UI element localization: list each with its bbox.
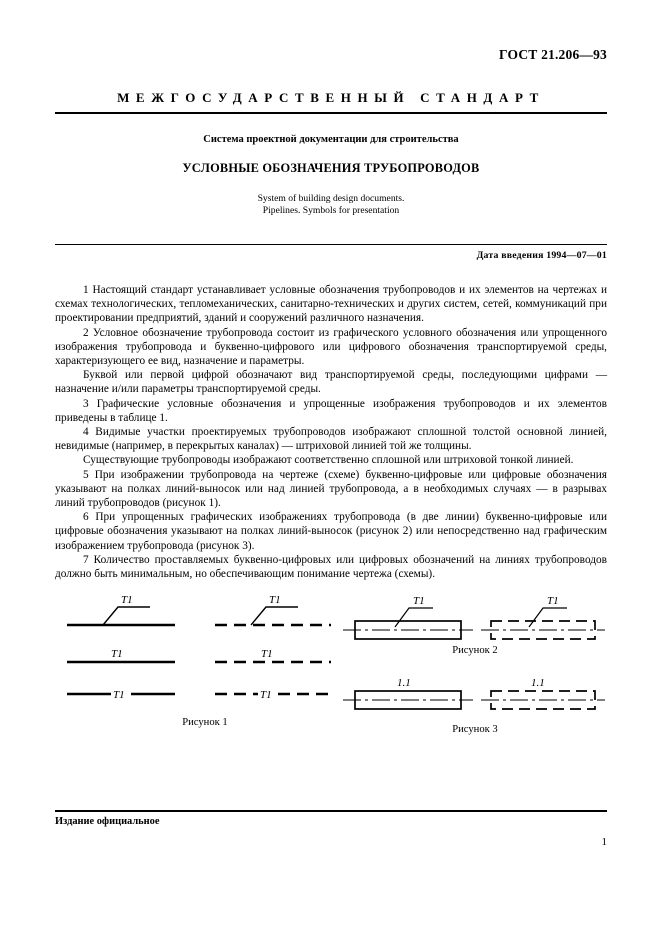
figure-1-label-6: T1 bbox=[260, 689, 272, 701]
footer-divider bbox=[55, 810, 607, 812]
figure-2-label-1: T1 bbox=[413, 595, 425, 607]
figures-area bbox=[55, 583, 607, 743]
introduction-date: Дата введения 1994—07—01 bbox=[476, 249, 607, 261]
page-number: 1 bbox=[601, 836, 607, 848]
figure-1-label-5: T1 bbox=[113, 689, 125, 701]
paragraph: 1 Настоящий стандарт устанавливает условные обозначения трубопроводов и их элементов на чертежах и схемах технологических, тепломеханических, санитарно-технических и других систем, сетей, коммуникаций при проектировании предприятий, зданий и сооружений различного назначения. bbox=[55, 283, 607, 325]
paragraph: 3 Графические условные обозначения и упрощенные изображения трубопроводов и их элементов приведены в таблице 1. bbox=[55, 397, 607, 424]
body-text bbox=[55, 283, 607, 581]
english-title-line-1: System of building design documents. bbox=[257, 193, 405, 204]
leader-line bbox=[103, 607, 150, 625]
header-divider-thin bbox=[55, 244, 607, 245]
figure-1-drawing bbox=[55, 583, 345, 718]
figure-2-label-2: T1 bbox=[547, 595, 559, 607]
paragraph: Буквой или первой цифрой обозначают вид транспортируемой среды, последующими цифрами — назначение и/или параметры транспортируемой среды. bbox=[55, 369, 607, 396]
system-subtitle: Система проектной документации для строительства bbox=[203, 134, 459, 145]
page-content bbox=[55, 0, 607, 581]
figure-3-drawing bbox=[333, 675, 613, 727]
figure-2-caption: Рисунок 2 bbox=[452, 645, 498, 656]
paragraph: 4 Видимые участки проектируемых трубопроводов изображают сплошной толстой основной линией, невидимые (например, в перекрытых каналах) — штриховой линией той же толщины. bbox=[55, 425, 607, 453]
figure-1-label-3: T1 bbox=[111, 648, 123, 660]
header-divider-thick bbox=[55, 112, 607, 114]
document-code: ГОСТ 21.206—93 bbox=[499, 47, 607, 62]
figure-3-label-2: 1.1 bbox=[531, 677, 545, 689]
english-title bbox=[55, 193, 607, 218]
paragraph: 5 При изображении трубопровода на чертеже (схеме) буквенно-цифровые или цифровые обозначения указывают на полках линий-выносок или над линией трубопровода, а в необходимых случаях — в разрывах линий трубопроводов (рисунок 1). bbox=[55, 468, 607, 509]
figure-1-label-1: T1 bbox=[121, 594, 133, 606]
figure-1-label-2: T1 bbox=[269, 594, 281, 606]
paragraph: 6 При упрощенных графических изображениях трубопровода (в две линии) буквенно-цифровые или цифровые обозначения указывают на полках линий-выносок (рисунок 2) или непосредственно над графическим изображением трубопровода (рисунок 3). bbox=[55, 511, 607, 552]
paragraph: 7 Количество проставляемых буквенно-цифровых или цифровых обозначений на линиях трубопроводов должно быть минимальным, но обеспечивающим понимание чертежа (схемы). bbox=[55, 553, 607, 580]
paragraph: Существующие трубопроводы изображают соответственно сплошной или штриховой тонкой линией. bbox=[83, 454, 574, 467]
page-title: УСЛОВНЫЕ ОБОЗНАЧЕНИЯ ТРУБОПРОВОДОВ bbox=[182, 161, 480, 175]
figure-3-label-1: 1.1 bbox=[397, 677, 411, 689]
leader-line bbox=[251, 607, 298, 625]
leader-line bbox=[529, 608, 567, 627]
leader-line bbox=[395, 608, 433, 627]
paragraph: 2 Условное обозначение трубопровода состоит из графического условного обозначения или упрощенного изображения трубопровода и буквенно-цифрового или цифрового обозначения транспортируемой среды, характеризующего ее вид, назначение и параметры. bbox=[55, 326, 607, 367]
figure-3-caption: Рисунок 3 bbox=[452, 724, 498, 735]
edition-note: Издание официальное bbox=[55, 816, 160, 827]
figure-1-label-4: T1 bbox=[261, 648, 273, 660]
english-title-line-2: Pipelines. Symbols for presentation bbox=[262, 205, 400, 217]
figure-2-drawing bbox=[333, 583, 613, 645]
standard-banner: МЕЖГОСУДАРСТВЕННЫЙ СТАНДАРТ bbox=[117, 90, 545, 105]
figure-1-caption: Рисунок 1 bbox=[182, 717, 228, 728]
